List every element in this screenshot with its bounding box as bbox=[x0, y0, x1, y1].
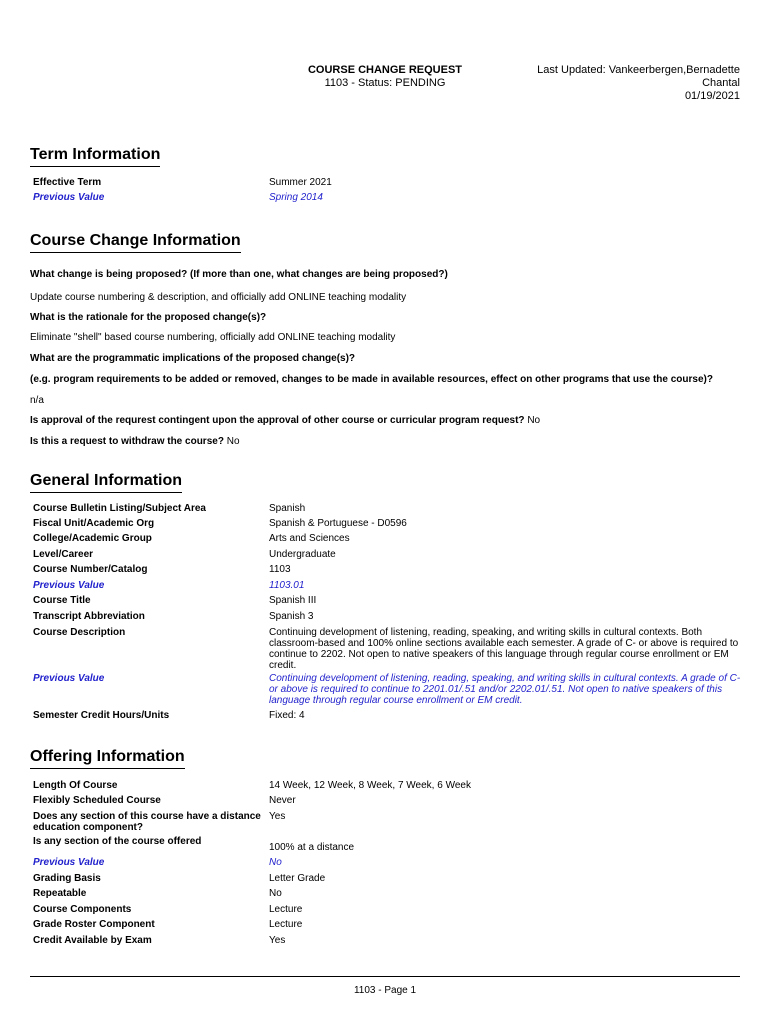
term-previous-label: Previous Value bbox=[33, 192, 105, 203]
course-description-value: Continuing development of listening, reading, speaking, and writing skills in cultural contexts. Both classroom-based and 100% online sections available each semester. A grade of C- or above is required to continue to 2202. Not open to native speakers of this language through regular course enrollment or EM credit. bbox=[269, 627, 739, 671]
page-number: 1103 - Page 1 bbox=[353, 985, 417, 996]
college-label: College/Academic Group bbox=[33, 533, 152, 544]
bulletin-value: Spanish bbox=[269, 503, 306, 514]
level-value: Undergraduate bbox=[269, 549, 336, 560]
grading-basis-value: Letter Grade bbox=[269, 873, 326, 884]
credit-by-exam-value: Yes bbox=[269, 935, 286, 946]
distance-component-label: Does any section of this course have a distance education component? bbox=[33, 811, 261, 833]
transcript-abbreviation-value: Spanish 3 bbox=[269, 611, 314, 622]
distance-component-value: Yes bbox=[269, 811, 286, 822]
last-updated bbox=[480, 64, 740, 103]
answer-rationale: Eliminate "shell" based course numbering, officially add ONLINE teaching modality bbox=[30, 332, 396, 343]
request-status: 1103 - Status: PENDING bbox=[324, 77, 446, 89]
document-title: COURSE CHANGE REQUEST bbox=[307, 64, 463, 76]
credit-hours-value: Fixed: 4 bbox=[269, 710, 305, 721]
answer-contingent-approval: No bbox=[527, 415, 541, 426]
term-information-heading: Term Information bbox=[30, 146, 160, 167]
question-change-proposed: What change is being proposed? (If more than one, what changes are being proposed?) bbox=[30, 269, 448, 280]
course-change-heading: Course Change Information bbox=[30, 232, 241, 253]
footer-divider bbox=[30, 976, 740, 977]
transcript-abbreviation-label: Transcript Abbreviation bbox=[33, 611, 145, 622]
document-header bbox=[290, 64, 480, 90]
repeatable-value: No bbox=[269, 888, 282, 899]
offering-information-heading: Offering Information bbox=[30, 748, 185, 769]
answer-withdraw: No bbox=[226, 436, 240, 447]
question-rationale: What is the rationale for the proposed change(s)? bbox=[30, 312, 267, 323]
general-information-heading: General Information bbox=[30, 472, 182, 493]
level-label: Level/Career bbox=[33, 549, 94, 560]
last-updated-date: 01/19/2021 bbox=[684, 90, 740, 102]
course-length-value: 14 Week, 12 Week, 8 Week, 7 Week, 6 Week bbox=[269, 780, 471, 791]
question-implications-examples: (e.g. program requirements to be added or removed, changes to be made in available resources, effect on other programs that use the course)? bbox=[30, 374, 713, 385]
course-title-value: Spanish III bbox=[269, 595, 317, 606]
course-description-previous-value: Continuing development of listening, reading, speaking, and writing skills in cultural contexts. A grade of C- or above is required to continue to 2201.01/.51 and/or 2202.01/.51. Not open to native speakers of this language through regular course enrollment or EM credit. bbox=[269, 673, 741, 706]
answer-change-proposed: Update course numbering & description, and officially add ONLINE teaching modality bbox=[30, 292, 407, 303]
repeatable-label: Repeatable bbox=[33, 888, 87, 899]
offered-at-distance-label: Is any section of the course offered bbox=[33, 836, 202, 847]
term-previous-value: Spring 2014 bbox=[269, 192, 323, 203]
question-contingent-approval: Is approval of the requrest contingent upon the approval of other course or curricular program request? No bbox=[30, 415, 541, 426]
credit-hours-label: Semester Credit Hours/Units bbox=[33, 710, 170, 721]
offering-previous-value: No bbox=[269, 857, 282, 868]
last-updated-line1: Last Updated: Vankeerbergen,Bernadette bbox=[537, 64, 740, 76]
fiscal-unit-value: Spanish & Portuguese - D0596 bbox=[269, 518, 407, 529]
course-description-previous-label: Previous Value bbox=[33, 673, 105, 684]
course-components-label: Course Components bbox=[33, 904, 132, 915]
fiscal-unit-label: Fiscal Unit/Academic Org bbox=[33, 518, 155, 529]
grade-roster-label: Grade Roster Component bbox=[33, 919, 155, 930]
college-value: Arts and Sciences bbox=[269, 533, 350, 544]
flexibly-scheduled-label: Flexibly Scheduled Course bbox=[33, 795, 161, 806]
answer-implications: n/a bbox=[30, 395, 44, 406]
credit-by-exam-label: Credit Available by Exam bbox=[33, 935, 152, 946]
course-number-previous-value: 1103.01 bbox=[269, 580, 305, 591]
question-implications: What are the programmatic implications of the proposed change(s)? bbox=[30, 353, 356, 364]
effective-term-value: Summer 2021 bbox=[269, 177, 332, 188]
bulletin-label: Course Bulletin Listing/Subject Area bbox=[33, 503, 206, 514]
effective-term-label: Effective Term bbox=[33, 177, 102, 188]
question-withdraw: Is this a request to withdraw the course? No bbox=[30, 436, 240, 447]
course-description-label: Course Description bbox=[33, 627, 126, 638]
flexibly-scheduled-value: Never bbox=[269, 795, 296, 806]
course-length-label: Length Of Course bbox=[33, 780, 118, 791]
last-updated-line2: Chantal bbox=[702, 77, 740, 89]
grade-roster-value: Lecture bbox=[269, 919, 303, 930]
course-title-label: Course Title bbox=[33, 595, 91, 606]
course-number-label: Course Number/Catalog bbox=[33, 564, 148, 575]
course-number-value: 1103 bbox=[269, 564, 291, 575]
offering-previous-label: Previous Value bbox=[33, 857, 105, 868]
grading-basis-label: Grading Basis bbox=[33, 873, 101, 884]
course-components-value: Lecture bbox=[269, 904, 303, 915]
course-number-previous-label: Previous Value bbox=[33, 580, 105, 591]
offered-at-distance-value: 100% at a distance bbox=[269, 842, 355, 853]
